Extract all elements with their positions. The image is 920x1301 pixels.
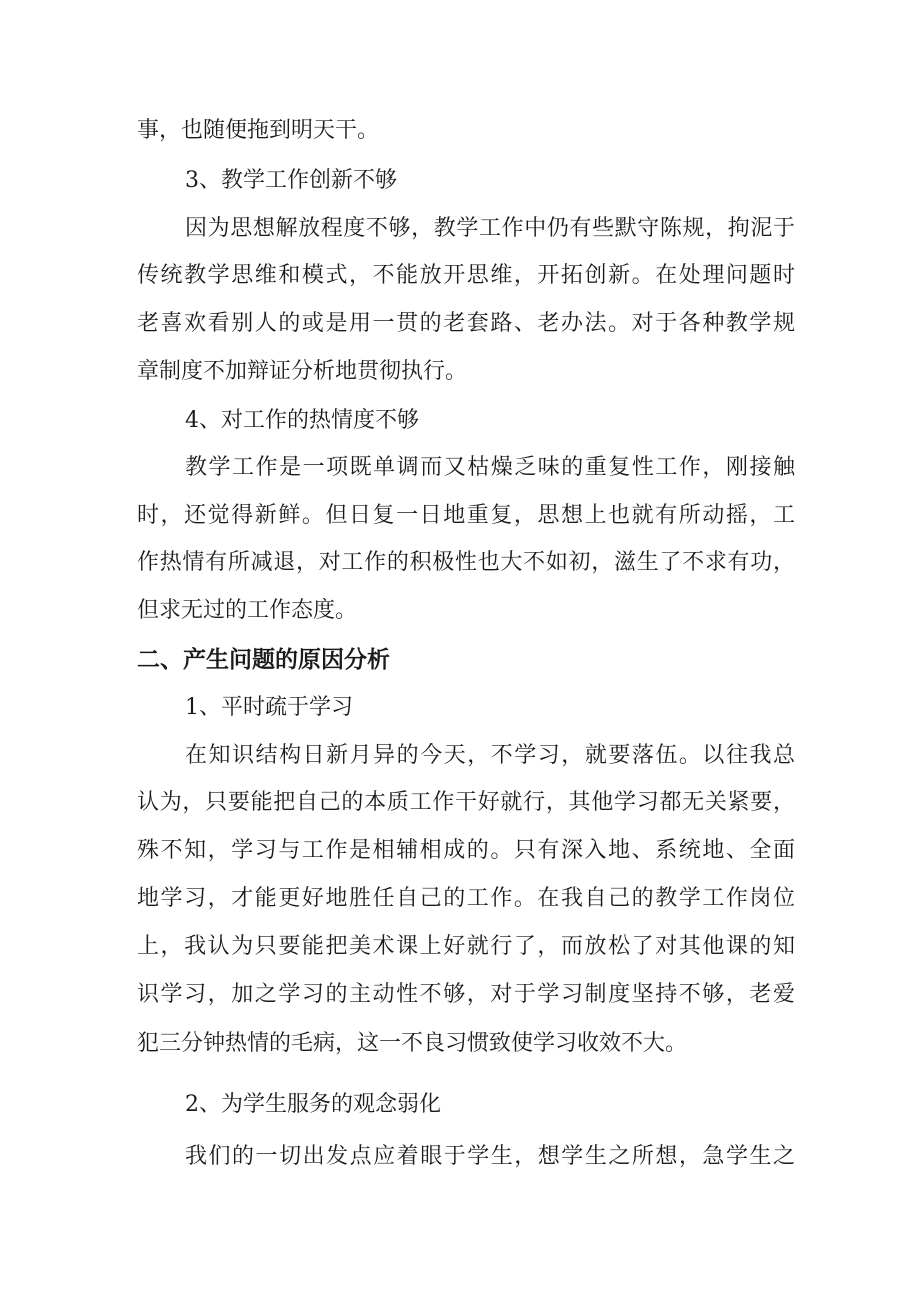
paragraph-line: 犯三分钟热情的毛病，这一不良习惯致使学习收效不大。 <box>137 1031 688 1056</box>
subheading-service: 2、为学生服务的观念弱化 <box>185 1092 441 1117</box>
paragraph-line: 识学习，加之学习的主动性不够，对于学习制度坚持不够，老爱 <box>137 982 795 1007</box>
paragraph-line: 在知识结构日新月异的今天，不学习，就要落伍。以往我总 <box>185 743 795 768</box>
paragraph-line: 章制度不加辩证分析地贯彻执行。 <box>137 359 468 384</box>
paragraph-line: 传统教学思维和模式，不能放开思维，开拓创新。在处理问题时 <box>137 263 795 288</box>
subheading-enthusiasm: 4、对工作的热情度不够 <box>185 408 419 433</box>
paragraph-line: 认为，只要能把自己的本质工作干好就行，其他学习都无关紧要， <box>137 790 795 815</box>
paragraph-line: 教学工作是一项既单调而又枯燥乏味的重复性工作，刚接触 <box>185 455 795 480</box>
paragraph-line: 上，我认为只要能把美术课上好就行了，而放松了对其他课的知 <box>137 934 795 959</box>
paragraph-line: 因为思想解放程度不够，教学工作中仍有些默守陈规，拘泥于 <box>185 216 795 241</box>
paragraph-line: 但求无过的工作态度。 <box>137 598 358 623</box>
paragraph-line: 老喜欢看别人的或是用一贯的老套路、老办法。对于各种教学规 <box>137 311 795 336</box>
paragraph-line: 作热情有所减退，对工作的积极性也大不如初，滋生了不求有功， <box>137 550 795 575</box>
paragraph-line: 我们的一切出发点应着眼于学生，想学生之所想，急学生之 <box>185 1144 795 1169</box>
paragraph-line: 殊不知，学习与工作是相辅相成的。只有深入地、系统地、全面 <box>137 838 795 863</box>
subheading-study: 1、平时疏于学习 <box>185 695 353 720</box>
paragraph-line: 事，也随便拖到明天干。 <box>137 118 380 143</box>
section-heading: 二、产生问题的原因分析 <box>137 647 390 673</box>
paragraph-line: 地学习，才能更好地胜任自己的工作。在我自己的教学工作岗位 <box>137 886 795 911</box>
paragraph-line: 时，还觉得新鲜。但日复一日地重复，思想上也就有所动摇，工 <box>137 503 795 528</box>
subheading-innovation: 3、教学工作创新不够 <box>185 168 397 193</box>
